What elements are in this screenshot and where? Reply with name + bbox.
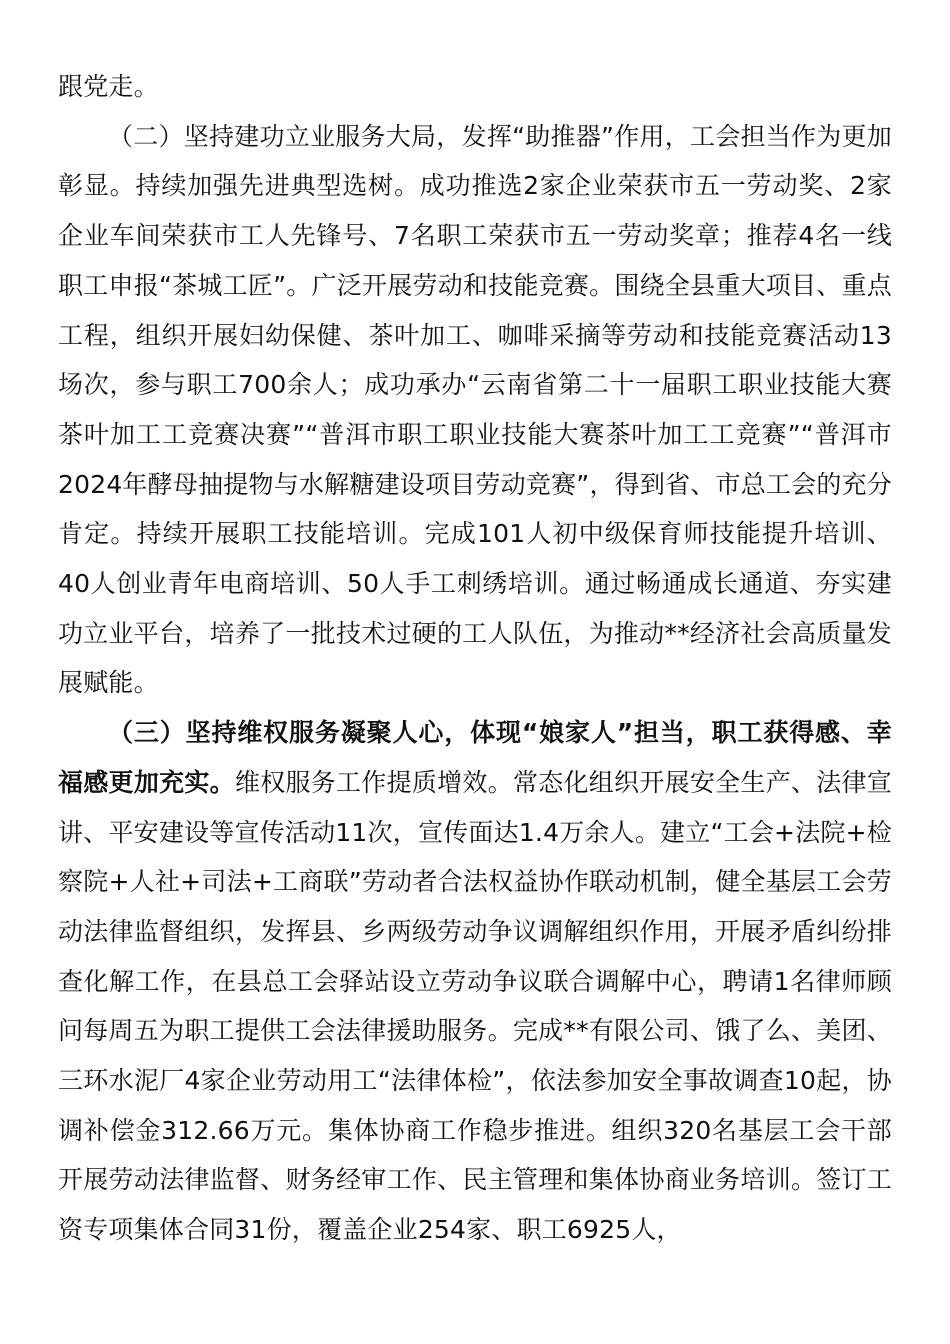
section-heading: （三）坚持维权服务凝聚人心，体现“娘家人”担当，职工获得感、幸福感更加充实。 xyxy=(58,718,892,797)
document-body xyxy=(58,62,892,1255)
paragraph-continuation xyxy=(58,62,892,112)
paragraph-section-2 xyxy=(58,112,892,708)
paragraph-text: 维权服务工作提质增效。常态化组织开展安全生产、法律宣讲、平安建设等宣传活动11次，宣传面达1.4万余人。建立“工会+法院+检察院+人社+司法+工商联”劳动者合法权益协作联动机制，健全基层工会劳动法律监督组织，发挥县、乡两级劳动争议调解组织作用，开展矛盾纠纷排查化解工作，在县总工会驿站设立劳动争议联合调解中心，聘请1名律师顾问每周五为职工提供工会法律援助服务。完成**有限公司、饿了么、美团、三环水泥厂4家企业劳动用工“法律体检”，依法参加安全事故调查10起，协调补偿金312.66万元。集体协商工作稳步推进。组织320名基层工会干部开展劳动法律监督、财务经审工作、民主管理和集体协商业务培训。签订工资专项集体合同31份，覆盖企业254家、职工6925人， xyxy=(58,767,893,1245)
paragraph-text: （二）坚持建功立业服务大局，发挥“助推器”作用，工会担当作为更加彰显。持续加强先进典型选树。成功推选2家企业荣获市五一劳动奖、2家企业车间荣获市工人先锋号、7名职工荣获市五一劳动奖章；推荐4名一线职工申报“茶城工匠”。广泛开展劳动和技能竞赛。围绕全县重大项目、重点工程，组织开展妇幼保健、茶叶加工、咖啡采摘等劳动和技能竞赛活动13场次，参与职工700余人；成功承办“云南省第二十一届职工职业技能大赛茶叶加工工竞赛决赛”“普洱市职工职业技能大赛茶叶加工工竞赛”“普洱市2024年酵母抽提物与水解糖建设项目劳动竞赛”，得到省、市总工会的充分肯定。持续开展职工技能培训。完成101人初中级保育师技能提升培训、40人创业青年电商培训、50人手工刺绣培训。通过畅通成长通道、夯实建功立业平台，培养了一批技术过硬的工人队伍，为推动**经济社会高质量发展赋能。 xyxy=(58,121,892,698)
paragraph-section-3 xyxy=(58,708,892,1255)
paragraph-text: 跟党走。 xyxy=(58,72,159,101)
